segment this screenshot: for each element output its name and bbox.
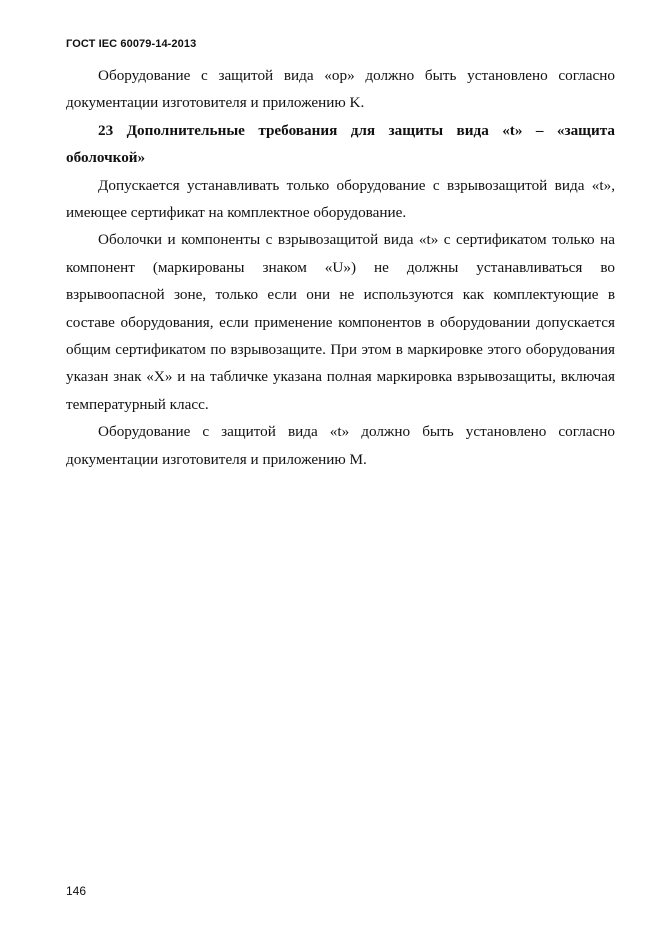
paragraph-t-certificate: Допускается устанавливать только оборудование с взрывозащитой вида «t», имеющее сертификат на комплектное оборудование. (66, 176, 615, 222)
document-body (66, 62, 615, 473)
section-heading-23: 23 Дополнительные требования для защиты вида «t» – «защита оболочкой» (66, 121, 615, 167)
document-header: ГОСТ IEC 60079-14-2013 (66, 38, 197, 50)
paragraph-op-installation: Оборудование с защитой вида «op» должно быть установлено согласно документации изготовителя и приложению K. (66, 67, 615, 112)
paragraph-t-installation: Оборудование с защитой вида «t» должно быть установлено согласно документации изготовителя и приложению M. (66, 423, 615, 468)
paragraph-t-components: Оболочки и компоненты с взрывозащитой вида «t» с сертификатом только на компонент (маркированы знаком «U») не должны устанавливаться во взрывоопасной зоне, только если они не используются как комплектующие в составе оборудования, если применение компонентов в оборудовании допускается общим сертификатом по взрывозащите. При этом в маркировке этого оборудования указан знак «X» и на табличке указана полная маркировка взрывозащиты, включая температурный класс. (66, 231, 615, 413)
page-number: 146 (66, 884, 87, 898)
